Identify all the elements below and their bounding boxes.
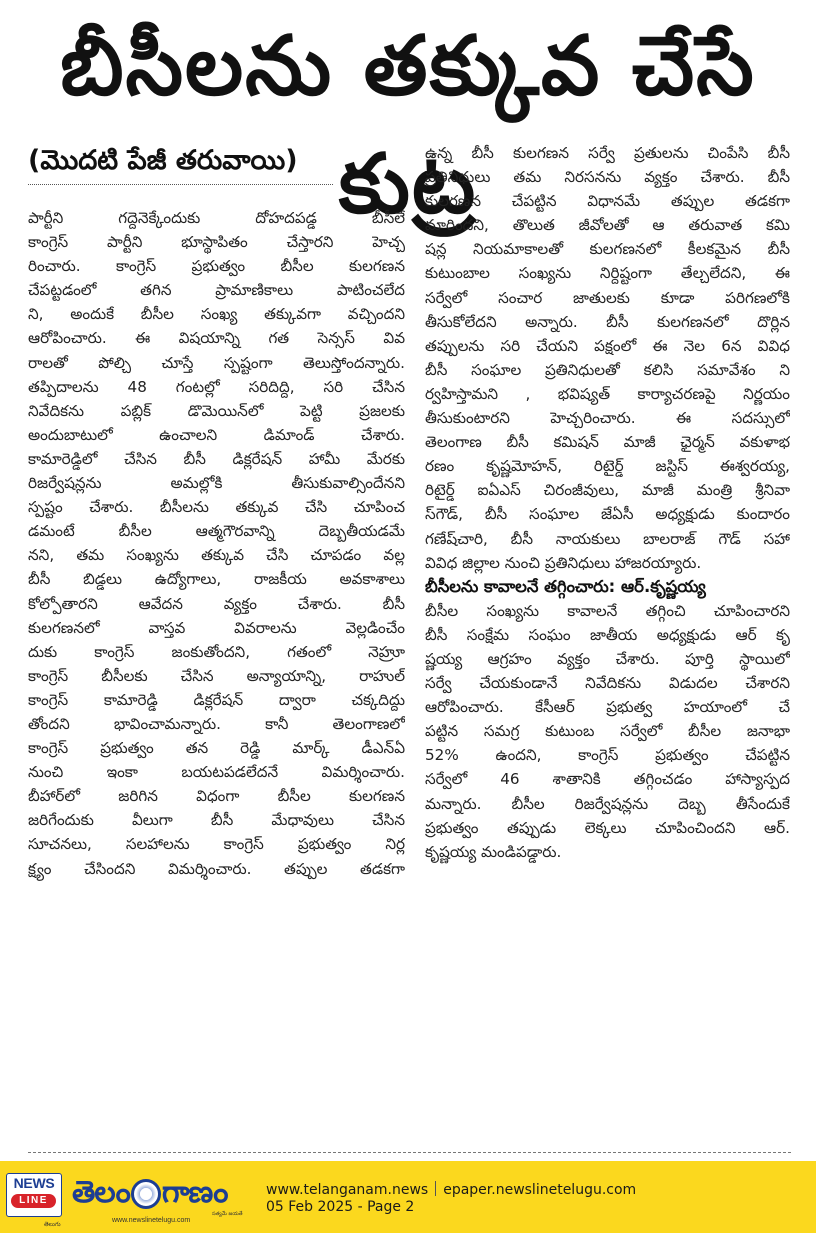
telanganam-logo-right: గాణం bbox=[161, 1175, 228, 1210]
telanganam-logo-url: www.newslinetelugu.com bbox=[112, 1217, 191, 1224]
article-text-line: గణేష్‌చారి, బీసీ నాయకులు బాలరాజ్ గౌడ్ సహా bbox=[425, 529, 790, 548]
date-page: 05 Feb 2025 - Page 2 bbox=[266, 1199, 415, 1215]
article-text-line: కాంగ్రెస్ కామారెడ్డి డిక్లరేషన్ ద్వారా చక్కదిద్దు bbox=[28, 690, 405, 709]
newsline-logo-caption: తెలుగు bbox=[44, 1221, 61, 1228]
dashed-separator bbox=[28, 1152, 791, 1153]
article-text-line: జరిగేందుకు వీలుగా బీసీ మేధావులు చేసిన bbox=[28, 811, 405, 830]
article-text-line: బీసీ బిడ్డలు ఉద్యోగాలు, రాజకీయ అవకాశాలు bbox=[28, 570, 405, 589]
article-headline: బీసీలను తక్కువ చేసే కుట్ర bbox=[60, 19, 756, 232]
article-text-line: సర్వేలో 46 శాతానికి తగ్గించడం హాస్యాస్పద bbox=[425, 770, 790, 789]
article-text-line: కాంగ్రెస్ పార్టీని భూస్థాపితం చేస్తారని హెచ్చ bbox=[28, 233, 405, 252]
site-url-link[interactable]: www.telanganam.news bbox=[266, 1182, 429, 1198]
section-subheading: బీసీలను కావాలనే తగ్గించారు: ఆర్.కృష్ణయ్య bbox=[425, 576, 706, 596]
article-text-line: కులగణన చేపట్టిన విధానమే తప్పుల తడకగా bbox=[425, 192, 790, 211]
article-text-line: క్ష్యం చేసిందని విమర్శించారు. తప్పుల తడకగా bbox=[28, 859, 405, 878]
article-text-line: తప్పులను సరి చేయని పక్షంలో ఈ నెల 6న వివిధ bbox=[425, 336, 790, 355]
article-text-line: ప్రభుత్వం తప్పుడు లెక్కలు చూపించిందని ఆర్. bbox=[425, 818, 790, 837]
article-text-line: దుకు కాంగ్రెస్ జంకుతోందని, గతంలో నెహ్రూ bbox=[28, 642, 405, 661]
article-text-line: వివిధ జిల్లాల నుంచి ప్రతినిధులు హాజరయ్యారు. bbox=[425, 553, 702, 572]
newsline-logo-news: NEWS bbox=[13, 1175, 55, 1191]
telanganam-logo-tagline: సత్యమే జయతే bbox=[212, 1211, 243, 1217]
article-text-line: అందుబాటులో ఉంచాలని డిమాండ్ చేశారు. bbox=[28, 425, 405, 444]
telanganam-logo[interactable] bbox=[72, 1171, 242, 1215]
article-text-line: రణం కృష్ణమోహన్, రిటైర్డ్ జస్టిస్ ఈశ్వరయ్య, bbox=[425, 457, 790, 476]
article-text-line: కులగణనలో వాస్తవ వివరాలను వెల్లడించేం bbox=[28, 618, 405, 637]
article-text-line: సూచనలు, సలహాలను కాంగ్రెస్ ప్రభుత్వం నిర్ల bbox=[28, 835, 405, 854]
article-text-line: కాంగ్రెస్ బీసీలకు చేసిన అన్యాయాన్ని, రాహుల్ bbox=[28, 666, 405, 685]
article-text-line: బీసీ సంఘాల ప్రతినిధులతో కలిసి సమావేశం ని bbox=[425, 360, 790, 379]
article-text-line: పట్టిన సమగ్ర కుటుంబ సర్వేలో బీసీల జనాభా bbox=[425, 722, 790, 741]
article-text-line: ఉన్న బీసీ కులగణన సర్వే ప్రతులను చింపేసి బీసీ bbox=[425, 144, 790, 162]
article-text-line: కుటుంబాల సంఖ్యను నిర్దిష్టంగా తేల్చలేదని, ఈ bbox=[425, 264, 790, 283]
article-text-line: స్పష్టం చేశారు. బీసీలను తక్కువ చేసి చూపించ bbox=[28, 498, 405, 517]
article-text-line: ష్ణయ్య ఆగ్రహం వ్యక్తం చేశారు. పూర్తి స్థాయిలో bbox=[425, 649, 790, 668]
article-text-line: 52% ఉందని, కాంగ్రెస్ ప్రభుత్వం చేపట్టిన bbox=[425, 746, 790, 765]
article-text-line: నుంచి ఇంకా బయటపడలేదనే విమర్శించారు. bbox=[28, 763, 405, 782]
article-text-line: తోందని భావించామన్నారు. కానీ తెలంగాణలో bbox=[28, 714, 405, 733]
article-text-line: నివేదికను పబ్లిక్ డొమెయిన్‌లో పెట్టి ప్రజలకు bbox=[28, 401, 405, 420]
article-text-line: డమంటే బీసీల ఆత్మగౌరవాన్ని దెబ్బతీయడమే bbox=[28, 522, 405, 541]
newsline-logo[interactable] bbox=[6, 1173, 62, 1217]
article-text-line: తీసుకుంటారని హెచ్చరించారు. ఈ సదస్సులో bbox=[425, 409, 790, 428]
article-text-line: కామారెడ్డిలో చేసిన బీసీ డిక్లరేషన్ హామీ మేరకు bbox=[28, 449, 405, 468]
article-text-line: పార్టీని గద్దెనెక్కేందుకు దోహదపడ్డ బీసీలే bbox=[28, 209, 405, 227]
article-text-line: రిజర్వేషన్లను అమల్లోకి తీసుకువాల్సిందేనని bbox=[28, 474, 405, 493]
article-text-line: షన్ల నియమాకాలతో కులగణనలో కీలకమైన బీసీ bbox=[425, 240, 790, 259]
article-text-line: తెలంగాణ బీసీ కమిషన్ మాజీ ఛైర్మన్ వకుళాభ bbox=[425, 433, 790, 452]
continuation-label: (మొదటి పేజీ తరువాయి) bbox=[28, 142, 333, 185]
article-text-line: ర్వహిస్తామని , భవిష్యత్ కార్యాచరణపై నిర్ణయం bbox=[425, 384, 790, 403]
article-text-line: రించారు. కాంగ్రెస్ ప్రభుత్వం బీసీల కులగణన bbox=[28, 257, 405, 276]
article-text-line: తీసుకోలేదని అన్నారు. బీసీ కులగణనలో దొర్లిన bbox=[425, 312, 790, 331]
article-text-line: సర్వేలో సంచార జాతులకు కూడా పరిగణలోకి bbox=[425, 288, 790, 307]
footer-divider bbox=[435, 1181, 436, 1196]
article-text-line: బీహార్‌లో జరిగిన విధంగా బీసీల కులగణన bbox=[28, 787, 405, 806]
article-text-line: ఆరోపించారు. కేసీఆర్ ప్రభుత్వ హయాంలో చే bbox=[425, 698, 790, 717]
right-column bbox=[425, 141, 790, 864]
epaper-url-link[interactable]: epaper.newslinetelugu.com bbox=[443, 1182, 637, 1198]
article-text-line: ఆరోపించారు. ఈ విషయాన్ని గత సెన్సస్ వివ bbox=[28, 329, 405, 348]
left-column bbox=[28, 206, 405, 881]
state-emblem-icon bbox=[131, 1179, 161, 1209]
article-text-line: రిటైర్డ్ ఐఏఎస్ చిరంజీవులు, మాజీ మంత్రి శ్రీనివా bbox=[425, 481, 790, 500]
article-text-line: కాంగ్రెస్ ప్రభుత్వం తన రెడ్డి మార్క్ డీఎన్ఏ bbox=[28, 739, 405, 758]
article-text-line: నని, తమ సంఖ్యను తక్కువ చేసి చూపడం వల్ల bbox=[28, 546, 405, 565]
article-text-line: బీసీల సంఖ్యను కావాలనే తగ్గించి చూపించారని bbox=[425, 601, 790, 620]
article-text-line: ప్రతినిధులు తమ నిరసనను వ్యక్తం చేశారు. బీసీ bbox=[425, 168, 790, 187]
article-text-line: మన్నారు. బీసీల రిజర్వేషన్లను దెబ్బ తీసేందుకే bbox=[425, 794, 790, 813]
article-text-line: తప్పిదాలను 48 గంటల్లో సరిదిద్ది, సరి చేసిన bbox=[28, 377, 405, 396]
article-text-line: రాలతో పోల్చి చూస్తే స్పష్టంగా తెలుస్తోందన్నారు. bbox=[28, 353, 405, 372]
article-text-line: చేపట్టడంలో తగిన ప్రామాణికాలు పాటించలేద bbox=[28, 281, 405, 300]
article-text-line: స్‌గౌడ్, బీసీ సంఘాల జేఏసీ అధ్యక్షుడు కుందారం bbox=[425, 505, 790, 524]
footer-bar bbox=[0, 1161, 816, 1233]
newsline-logo-line: LINE bbox=[11, 1194, 56, 1208]
article-text-line: కోల్పోతారని ఆవేదన వ్యక్తం చేశారు. బీసీ bbox=[28, 594, 405, 613]
article-text-line: మారిందని, తొలుత జీవోలతో ఆ తరువాత కమి bbox=[425, 216, 790, 235]
article-text-line: బీసీ సంక్షేమ సంఘం జాతీయ అధ్యక్షుడు ఆర్ కృ bbox=[425, 625, 790, 644]
article-text-line: కృష్ణయ్య మండిపడ్డారు. bbox=[425, 842, 562, 861]
footer-text bbox=[266, 1181, 636, 1216]
article-text-line: ని, అందుకే బీసీల సంఖ్య తక్కువగా వచ్చిందని bbox=[28, 305, 405, 324]
article-text-line: సర్వే చేయకుండానే నివేదికను విడుదల చేశారని bbox=[425, 674, 790, 693]
telanganam-logo-left: తెలం bbox=[72, 1175, 130, 1210]
